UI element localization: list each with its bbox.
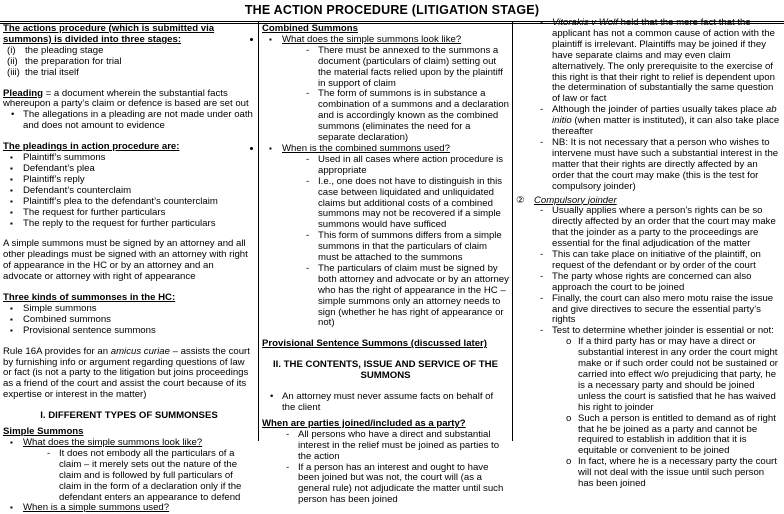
- provisional-heading: Provisional Sentence Summons (discussed later): [262, 338, 487, 350]
- question-item: [262, 35, 509, 144]
- list-item: ▪ • Simple summons: [3, 304, 255, 315]
- answer-list: [23, 449, 255, 504]
- heading-text: Compulsory joinder: [534, 194, 617, 206]
- stage-text: the preparation for trial: [25, 55, 122, 67]
- list-item: - The party whose rights are concerned can also approach the court to be joined: [516, 272, 782, 294]
- stage-item: [3, 68, 255, 79]
- rule-text: Rule 16A provides for an: [3, 345, 111, 357]
- simple-q-list: [3, 438, 255, 514]
- column-divider-1: [258, 22, 259, 441]
- list-item: o In fact, where he is a necessary party the court will not deal with the issue until such person has been joined: [516, 457, 782, 490]
- list-item: [516, 326, 782, 490]
- list-item: - NB: It is not necessary that a person who wishes to intervene must have such a substantial interest in the matter that their rights are directly affected by an order that the court may make (this is the test for compulsory joinder): [516, 138, 782, 193]
- test-list: [516, 337, 782, 490]
- list-item: ▪ • The reply to the request for further particulars: [3, 219, 255, 230]
- list-item: ▪ • Defendant’s plea: [3, 164, 255, 175]
- list-item: ▪ • The request for further particulars: [3, 208, 255, 219]
- list-item: ▪ • Combined summons: [3, 315, 255, 326]
- question-text: When is the combined summons used?: [282, 142, 450, 154]
- list-item: ▪ • Plaintiff’s plea to the defendant’s counterclaim: [3, 197, 255, 208]
- stages-heading: The actions procedure (which is submitted via summons) is divided into three stages:: [3, 23, 215, 45]
- list-item: ▪ • Plaintiff’s summons: [3, 153, 255, 164]
- test-intro: Test to determine whether joinder is essential or not:: [552, 325, 774, 337]
- column-divider-2: [512, 22, 513, 441]
- question-item: [3, 438, 255, 503]
- stage-text: the trial itself: [25, 66, 79, 78]
- stage-number: (iii): [7, 66, 20, 78]
- rule-emphasis: amicus curiae: [110, 345, 170, 357]
- combined-q-list: [262, 35, 509, 329]
- note-text: Although the joinder of parties usually takes place: [552, 104, 766, 116]
- question-text: What does the simple summons look like?: [23, 437, 203, 448]
- pleadings-list: [3, 153, 255, 229]
- simple-summons-heading: Simple Summons: [3, 426, 84, 438]
- list-item: - This form of summons differs from a simple summons in that the particulars of claim must be attached to the summons: [282, 231, 509, 264]
- list-item: - This can take place on initiative of the plaintiff, on request of the defendant or by order of the court: [516, 250, 782, 272]
- question-text: When is a simple summons used?: [23, 502, 170, 514]
- stage-text: the pleading stage: [25, 44, 104, 56]
- list-item: [516, 18, 782, 105]
- combined-summons-heading: Combined Summons: [262, 23, 358, 34]
- pleading-definition: [3, 89, 255, 111]
- stages-list: [3, 46, 255, 79]
- joined-list: [262, 430, 509, 506]
- list-item: ▪ • Plaintiff’s reply: [3, 175, 255, 186]
- column-left: [3, 23, 255, 514]
- page-title: THE ACTION PROCEDURE (LITIGATION STAGE): [244, 3, 540, 17]
- list-item: o Such a person is entitled to demand as of right that he be joined as a party and cannot be required to establish in addition that it is equitable or convenient to be joined: [516, 414, 782, 458]
- case-name: Vitorakis v Wolf: [552, 17, 618, 28]
- column-right: [516, 17, 782, 490]
- stage-number: (i): [7, 44, 16, 56]
- simple-signing-paragraph: A simple summons must be signed by an attorney and all other pleadings must be signed with an attorney with right of appearance in the HC or by an attorney and an advocate or attorney with right of appearance: [3, 238, 248, 283]
- case-text: held that the mere fact that the applicant has not a common cause of action with the plaintiff is irrelevant. Plaintiffs may be joined if they have separate claims and may even claim alternatively. The only prerequisite to the exercise of this right is that their right to relief is dependent upon the determination of substantially the same question of law or fact: [552, 17, 775, 105]
- rule-16a-paragraph: [3, 347, 255, 402]
- list-item: - I.e., one does not have to distinguish in this case between liquidated and unliquidated claims but additional costs of a combined summons may not be recovered if a simple summons would have sufficed: [282, 177, 509, 232]
- list-item: • The allegations in a pleading are not made under oath and does not amount to evidence: [3, 110, 255, 132]
- answer-list: [282, 155, 509, 330]
- list-item: - The form of summons is in substance a combination of a summons and a declaration and is accordingly known as the combined summons (eliminates the need for a separate declaration): [282, 89, 509, 144]
- list-item: ▪ • Defendant’s counterclaim: [3, 186, 255, 197]
- list-item: - The particulars of claim must be signed by both attorney and advocate or by an attorney who has the right of appearance in the HC – simple summons only an attorney needs to sign (whether he has right of appearance or not): [282, 264, 509, 329]
- list-item: - All persons who have a direct and substantial interest in the relief must be joined as parties to the action: [262, 430, 509, 463]
- stage-number: (ii): [7, 55, 18, 67]
- list-item: o If a third party has or may have a direct or substantial interest in any order the court might make or if such order could not be sustained or carried into effect w/o prejudicing that party, he is a necessary party and should be joined unless the court is satisfied that he has waived his right to joinder: [516, 337, 782, 413]
- question-text: What does the simple summons look like?: [282, 33, 462, 45]
- answer-list: [282, 46, 509, 144]
- joinder-notes-list: [516, 18, 782, 193]
- list-item: - Used in all cases where action procedure is appropriate: [282, 155, 509, 177]
- attorney-bullets: [262, 392, 509, 414]
- list-item: - If a person has an interest and ought to have been joined but was not, the court will (as a general rule) not adjudicate the matter until such person has been joined: [262, 463, 509, 507]
- pleadings-heading: The pleadings in action procedure are:: [3, 141, 180, 153]
- kinds-heading: Three kinds of summonses in the HC:: [3, 292, 176, 304]
- note-text: (when matter is instituted), it can also take place thereafter: [552, 115, 780, 138]
- list-item: - It does not embody all the particulars of a claim – it merely sets out the nature of the claim and is followed by full particulars of claim in the form of a declaration only if the defendant enters an appearance to defend: [23, 449, 255, 504]
- note-emphasis: ab initio: [552, 104, 777, 127]
- rule-text: – assists the court by furnishing info or argument regarding questions of law or fact (is not a party to the litigation but joins proceedings as a friend of the court and assist the court because of its expertise or interest in the matter): [3, 345, 250, 401]
- list-item: • An attorney must never assume facts on behalf of the client: [262, 392, 509, 414]
- compulsory-list: [516, 206, 782, 490]
- section-1-heading: I. DIFFERENT TYPES OF SUMMONSES: [40, 410, 218, 422]
- joined-heading: When are parties joined/included as a party?: [262, 417, 466, 429]
- list-item: ▪ • Provisional sentence summons: [3, 326, 255, 337]
- question-item: [3, 503, 255, 514]
- pleading-bullets: [3, 110, 255, 132]
- list-item: - There must be annexed to the summons a document (particulars of claim) setting out the material facts relied upon by the plaintiff in support of claim: [282, 46, 509, 90]
- heading-number: ②: [516, 194, 525, 206]
- question-item: [262, 144, 509, 329]
- kinds-list: [3, 304, 255, 337]
- list-item: - Usually applies where a person’s rights can be so directly affected by an order that the court may make that the joinder as a party to the proceedings are essential for the final adjudication of the matter: [516, 206, 782, 250]
- list-item: [516, 105, 782, 138]
- list-item: - Finally, the court can also mero motu raise the issue and give directives to secure the essential party’s rights: [516, 294, 782, 327]
- column-middle: [262, 23, 509, 506]
- section-2-heading: II. THE CONTENTS, ISSUE AND SERVICE OF THE SUMMONS: [273, 359, 498, 382]
- pleading-def-text: = a document wherein the substantial facts whereupon a party’s claim or defence is based are set out: [3, 87, 249, 110]
- pleading-term: Pleading: [3, 87, 43, 99]
